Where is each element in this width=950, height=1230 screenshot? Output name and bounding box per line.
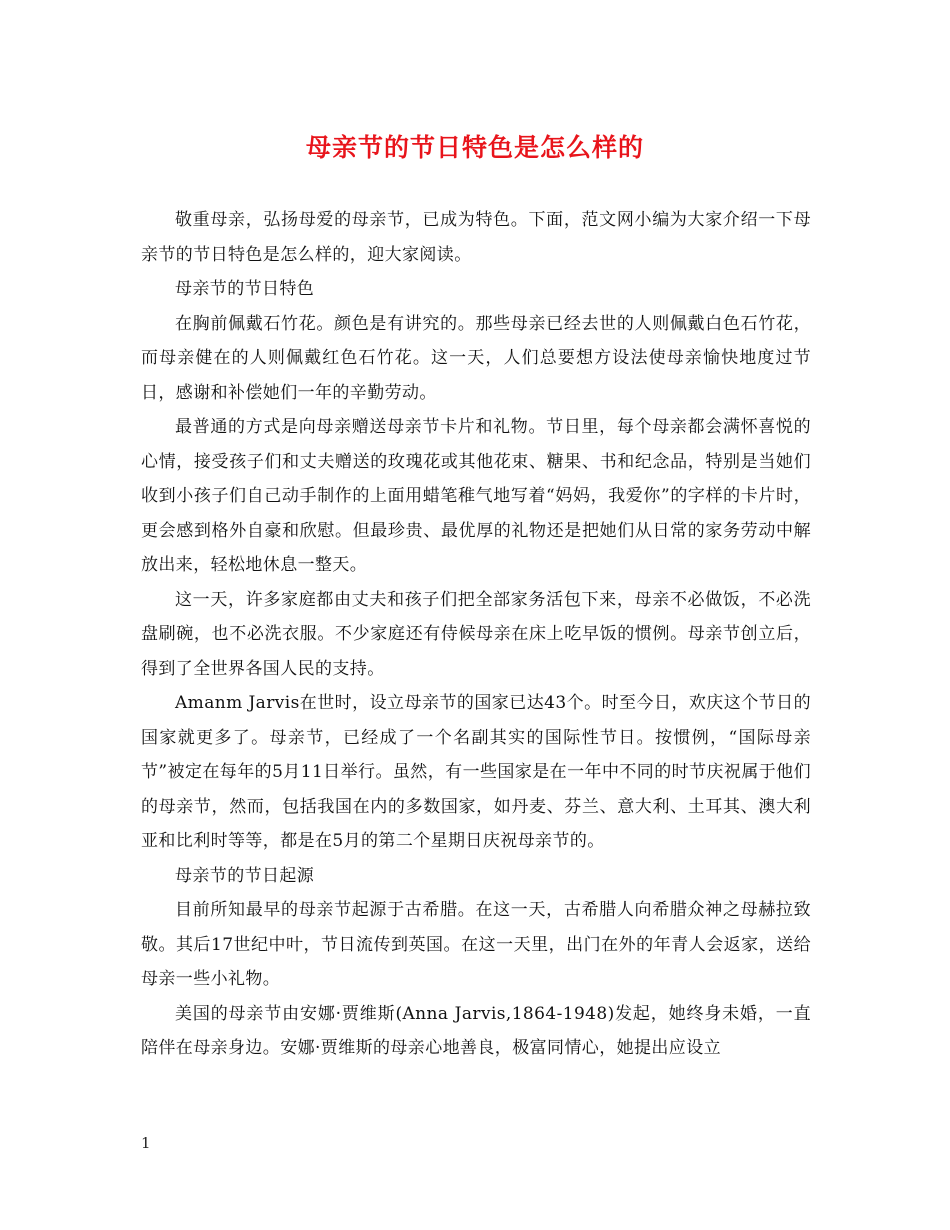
section-heading-origin: 母亲节的节日起源	[175, 865, 315, 886]
document-title: 母亲节的节日特色是怎么样的	[305, 133, 644, 162]
paragraph-carnation: 在胸前佩戴石竹花。颜色是有讲究的。那些母亲已经去世的人则佩戴白色石竹花，而母亲健在的人则佩戴红色石竹花。这一天，人们总要想方设法使母亲愉快地度过节日，感谢和补偿她们一年的辛勤劳动。	[141, 313, 811, 403]
document-body	[141, 203, 811, 1066]
paragraph-america: 美国的母亲节由安娜·贾维斯(Anna Jarvis,1864-1948)发起，她终身未婚，一直陪伴在母亲身边。安娜·贾维斯的母亲心地善良，极富同情心，她提出应设立	[141, 1003, 811, 1058]
paragraph-international: Amanm Jarvis在世时，设立母亲节的国家已达43个。时至今日，欢庆这个节日的国家就更多了。母亲节，已经成了一个名副其实的国际性节日。按惯例，“国际母亲节”被定在每年的5月11日举行。虽然，有一些国家是在一年中不同的时节庆祝属于他们的母亲节，然而，包括我国在内的多数国家，如丹麦、芬兰、意大利、土耳其、澳大利亚和比利时等等，都是在5月的第二个星期日庆祝母亲节的。	[141, 693, 811, 851]
paragraph-intro: 敬重母亲，弘扬母爱的母亲节，已成为特色。下面，范文网小编为大家介绍一下母亲节的节日特色是怎么样的，迎大家阅读。	[141, 210, 811, 265]
paragraph-greece: 目前所知最早的母亲节起源于古希腊。在这一天，古希腊人向希腊众神之母赫拉致敬。其后17世纪中叶，节日流传到英国。在这一天里，出门在外的年青人会返家，送给母亲一些小礼物。	[141, 900, 811, 989]
section-heading-features: 母亲节的节日特色	[175, 279, 315, 299]
paragraph-housework: 这一天，许多家庭都由丈夫和孩子们把全部家务活包下来，母亲不必做饭，不必洗盘刷碗，也不必洗衣服。不少家庭还有侍候母亲在床上吃早饭的惯例。母亲节创立后，得到了全世界各国人民的支持。	[141, 589, 811, 679]
page-number: 1	[141, 1134, 151, 1152]
paragraph-gifts: 最普通的方式是向母亲赠送母亲节卡片和礼物。节日里，每个母亲都会满怀喜悦的心情，接受孩子们和丈夫赠送的玫瑰花或其他花束、糖果、书和纪念品，特别是当她们收到小孩子们自己动手制作的上面用蜡笔稚气地写着“妈妈，我爱你”的字样的卡片时，更会感到格外自豪和欣慰。但最珍贵、最优厚的礼物还是把她们从日常的家务劳动中解放出来，轻松地休息一整天。	[141, 417, 811, 575]
